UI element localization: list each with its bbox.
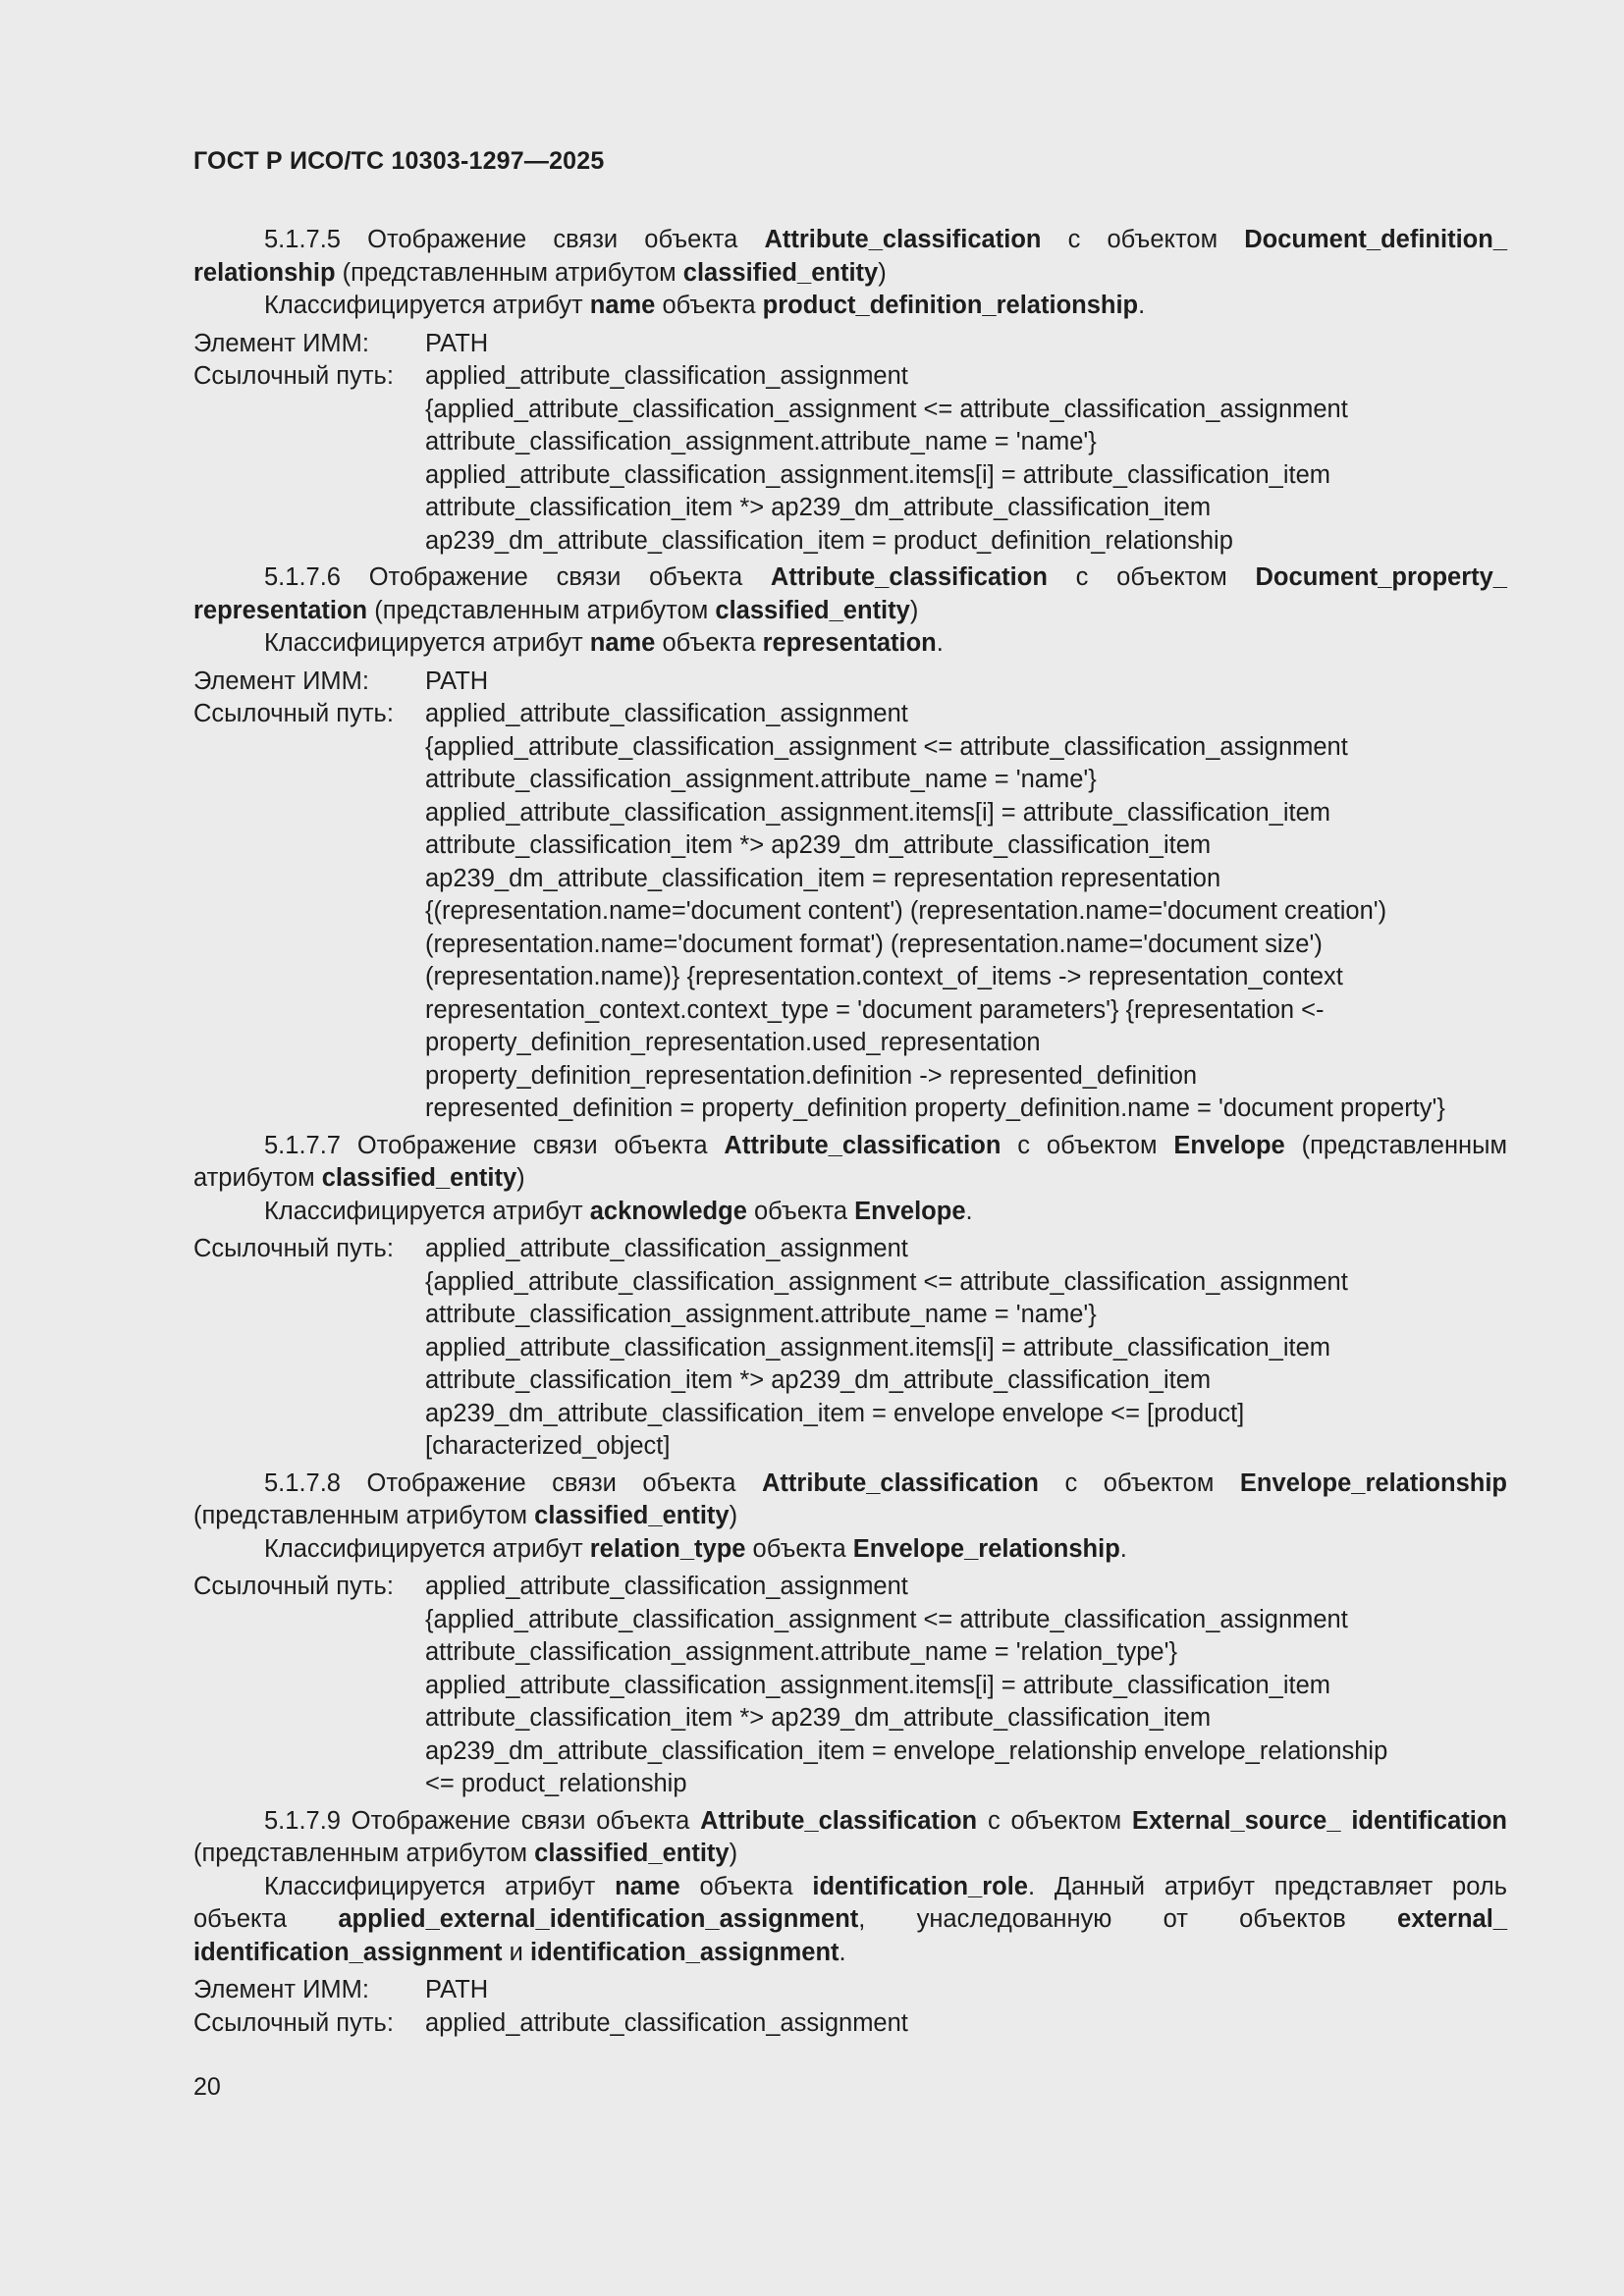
reference-path-label: Ссылочный путь: xyxy=(193,2008,394,2037)
text-run: Классифицируется атрибут xyxy=(264,1197,590,1225)
clause-heading xyxy=(193,561,1507,627)
text-run: с объектом xyxy=(1041,226,1245,253)
text-run: 5.1.7.8 Отображение связи объекта xyxy=(264,1468,763,1497)
text-run: . xyxy=(1119,1534,1127,1563)
reference-path-label: Ссылочный путь: xyxy=(193,362,394,390)
reference-path-label: Ссылочный путь: xyxy=(193,1235,394,1262)
reference-path-line: {applied_attribute_classification_assignment <= attribute_classification_assignment xyxy=(425,732,1348,761)
reference-path-line: attribute_classification_item *> ap239_dm_attribute_classification_item xyxy=(425,831,1212,859)
bold-term: Document_property_ representation xyxy=(193,563,1507,624)
text-run: . Данный атрибут представляет роль объекта xyxy=(193,1872,1508,1933)
bold-term: Envelope_relationship xyxy=(1239,1468,1507,1497)
imm-element-label: Элемент ИММ: xyxy=(193,667,369,695)
clause-note xyxy=(193,627,1507,661)
reference-path-line: representation_context.context_type = 'document parameters'} {representation <- xyxy=(425,995,1325,1024)
reference-path-line: applied_attribute_classification_assignment xyxy=(425,2008,908,2037)
clause-note xyxy=(193,1533,1507,1567)
reference-path-value xyxy=(425,1571,1507,1801)
text-run: Классифицируется атрибут xyxy=(264,292,590,319)
clause-heading xyxy=(193,1130,1507,1196)
bold-term: Attribute_classification xyxy=(724,1131,1001,1159)
reference-path-line: (representation.name='document format') (representation.name='document size') xyxy=(425,930,1323,958)
reference-path-line: {applied_attribute_classification_assignment <= attribute_classification_assignment xyxy=(425,395,1348,423)
reference-path-line: attribute_classification_assignment.attribute_name = 'name'} xyxy=(425,766,1097,793)
imm-element-row xyxy=(193,1974,1507,2007)
reference-path-value xyxy=(425,2007,1507,2041)
reference-path-line: {(representation.name='document content') (representation.name='document creation') xyxy=(425,897,1387,925)
bold-term: classified_entity xyxy=(682,258,879,287)
text-run: с объектом xyxy=(1047,563,1256,591)
clause-section xyxy=(193,1130,1507,1464)
reference-path-row xyxy=(193,2007,1507,2041)
bold-term: name xyxy=(589,292,656,319)
text-run: с объектом xyxy=(1001,1131,1174,1159)
reference-path-line: property_definition_representation.used_representation xyxy=(425,1029,1041,1056)
reference-path-line: applied_attribute_classification_assignment xyxy=(425,1235,908,1262)
text-run: (представленным атрибутом xyxy=(193,1131,1507,1192)
text-run: 5.1.7.7 Отображение связи объекта xyxy=(264,1131,725,1159)
bold-term: Attribute_classification xyxy=(762,1468,1039,1497)
bold-term: Envelope xyxy=(1173,1131,1285,1159)
reference-path-line: {applied_attribute_classification_assignment <= attribute_classification_assignment xyxy=(425,1267,1348,1296)
bold-term: Envelope_relationship xyxy=(852,1534,1120,1563)
bold-term: Attribute_classification xyxy=(764,226,1042,253)
imm-element-label: Элемент ИММ: xyxy=(193,1976,369,2003)
text-run: объекта xyxy=(655,629,763,657)
reference-path-line: (representation.name)} {representation.context_of_items -> representation_context xyxy=(425,963,1343,990)
clause-note xyxy=(193,1196,1507,1229)
reference-path-line: attribute_classification_assignment.attribute_name = 'relation_type'} xyxy=(425,1638,1177,1666)
text-run: . xyxy=(1138,292,1146,319)
reference-path-line: {applied_attribute_classification_assignment <= attribute_classification_assignment xyxy=(425,1605,1348,1633)
reference-path-line: ap239_dm_attribute_classification_item = representation representation xyxy=(425,864,1221,892)
reference-path-label: Ссылочный путь: xyxy=(193,700,394,727)
text-run: ) xyxy=(729,1840,738,1867)
bold-term: classified_entity xyxy=(534,1840,730,1867)
imm-element-label: Элемент ИММ: xyxy=(193,329,369,357)
reference-path-line: ap239_dm_attribute_classification_item = product_definition_relationship xyxy=(425,526,1233,555)
reference-path-label: Ссылочный путь: xyxy=(193,1573,394,1600)
text-run: Классифицируется атрибут xyxy=(264,1872,616,1900)
reference-path-line: applied_attribute_classification_assignment xyxy=(425,1573,908,1600)
reference-path-row xyxy=(193,698,1507,1126)
bold-term: classified_entity xyxy=(534,1502,730,1529)
text-run: ) xyxy=(878,258,887,287)
imm-element-value: PATH xyxy=(425,1976,489,2003)
reference-path-line: applied_attribute_classification_assignment.items[i] = attribute_classification_item xyxy=(425,798,1331,827)
text-run: 5.1.7.6 Отображение связи объекта xyxy=(264,563,771,591)
reference-path-line: applied_attribute_classification_assignment xyxy=(425,362,908,390)
text-run: с объектом xyxy=(977,1806,1132,1835)
reference-path-line: attribute_classification_item *> ap239_dm_attribute_classification_item xyxy=(425,1704,1212,1732)
reference-path-line: [characterized_object] xyxy=(425,1432,671,1460)
page-number: 20 xyxy=(193,2073,221,2101)
clause-section xyxy=(193,1468,1507,1801)
reference-path-line: attribute_classification_assignment.attribute_name = 'name'} xyxy=(425,1301,1097,1328)
bold-term: representation xyxy=(762,629,937,657)
reference-path-line: applied_attribute_classification_assignment xyxy=(425,700,908,727)
reference-path-line: <= product_relationship xyxy=(425,1770,687,1797)
clause-section xyxy=(193,561,1507,1126)
reference-path-value xyxy=(425,698,1507,1126)
clause-heading xyxy=(193,224,1507,290)
imm-element-value: PATH xyxy=(425,329,489,357)
text-run: объекта xyxy=(679,1872,813,1900)
text-run: Классифицируется атрибут xyxy=(264,1534,590,1563)
text-run: объекта xyxy=(745,1534,853,1563)
bold-term: Attribute_classification xyxy=(770,563,1048,591)
text-run: ) xyxy=(729,1502,738,1529)
reference-path-line: applied_attribute_classification_assignment.items[i] = attribute_classification_item xyxy=(425,460,1331,489)
text-run: . xyxy=(965,1197,973,1225)
bold-term: External_source_ identification xyxy=(1131,1806,1507,1835)
bold-term: identification_assignment xyxy=(529,1938,839,1966)
text-run: объекта xyxy=(655,292,763,319)
clause-heading xyxy=(193,1468,1507,1533)
imm-element-value: PATH xyxy=(425,667,489,695)
text-run: (представленным атрибутом xyxy=(335,258,683,287)
text-run: с объектом xyxy=(1039,1468,1240,1497)
text-run: , унаследованную от объектов xyxy=(858,1905,1398,1933)
document-body xyxy=(193,224,1507,2040)
text-run: Классифицируется атрибут xyxy=(264,629,590,657)
clause-section xyxy=(193,1805,1507,2041)
bold-term: Attribute_classification xyxy=(700,1806,978,1835)
reference-path-line: attribute_classification_item *> ap239_dm_attribute_classification_item xyxy=(425,494,1212,521)
bold-term: product_definition_relationship xyxy=(762,292,1139,319)
text-run: . xyxy=(936,629,944,657)
reference-path-value xyxy=(425,1233,1507,1464)
reference-path-line: attribute_classification_assignment.attribute_name = 'name'} xyxy=(425,428,1097,455)
text-run: объекта xyxy=(746,1197,855,1225)
reference-path-value xyxy=(425,360,1507,558)
text-run: . xyxy=(839,1938,846,1966)
reference-path-line: represented_definition = property_definition property_definition.name = 'document property'} xyxy=(425,1095,1445,1122)
text-run: (представленным атрибутом xyxy=(367,596,716,624)
bold-term: Envelope xyxy=(854,1197,966,1225)
bold-term: relation_type xyxy=(589,1534,746,1563)
text-run: (представленным атрибутом xyxy=(193,1840,535,1867)
reference-path-line: ap239_dm_attribute_classification_item = envelope envelope <= [product] xyxy=(425,1399,1245,1427)
bold-term: identification_role xyxy=(812,1872,1028,1900)
bold-term: name xyxy=(589,629,656,657)
text-run: ) xyxy=(909,596,919,624)
bold-term: classified_entity xyxy=(321,1164,517,1192)
text-run: 5.1.7.5 Отображение связи объекта xyxy=(264,226,765,253)
reference-path-row xyxy=(193,360,1507,558)
reference-path-line: ap239_dm_attribute_classification_item = envelope_relationship envelope_relationship xyxy=(425,1736,1388,1765)
clause-section xyxy=(193,224,1507,558)
text-run: ) xyxy=(516,1164,525,1192)
clause-heading xyxy=(193,1805,1507,1871)
reference-path-row xyxy=(193,1571,1507,1801)
bold-term: name xyxy=(615,1872,680,1900)
bold-term: classified_entity xyxy=(715,596,910,624)
clause-note xyxy=(193,290,1507,323)
clause-note xyxy=(193,1871,1507,1970)
text-run: 5.1.7.9 Отображение связи объекта xyxy=(264,1806,701,1835)
reference-path-line: applied_attribute_classification_assignment.items[i] = attribute_classification_item xyxy=(425,1671,1331,1699)
bold-term: external_ identification_assignment xyxy=(193,1905,1508,1966)
reference-path-line: property_definition_representation.definition -> represented_definition xyxy=(425,1061,1198,1090)
reference-path-line: applied_attribute_classification_assignment.items[i] = attribute_classification_item xyxy=(425,1333,1331,1362)
text-run: и xyxy=(502,1938,530,1966)
bold-term: acknowledge xyxy=(589,1197,747,1225)
reference-path-row xyxy=(193,1233,1507,1464)
bold-term: applied_external_identification_assignment xyxy=(338,1905,859,1933)
document-header: ГОСТ Р ИСО/ТС 10303-1297—2025 xyxy=(193,147,605,175)
bold-term: Document_definition_ relationship xyxy=(193,226,1507,287)
imm-element-row xyxy=(193,328,1507,361)
text-run: (представленным атрибутом xyxy=(193,1502,535,1529)
imm-element-row xyxy=(193,666,1507,699)
reference-path-line: attribute_classification_item *> ap239_dm_attribute_classification_item xyxy=(425,1366,1212,1394)
